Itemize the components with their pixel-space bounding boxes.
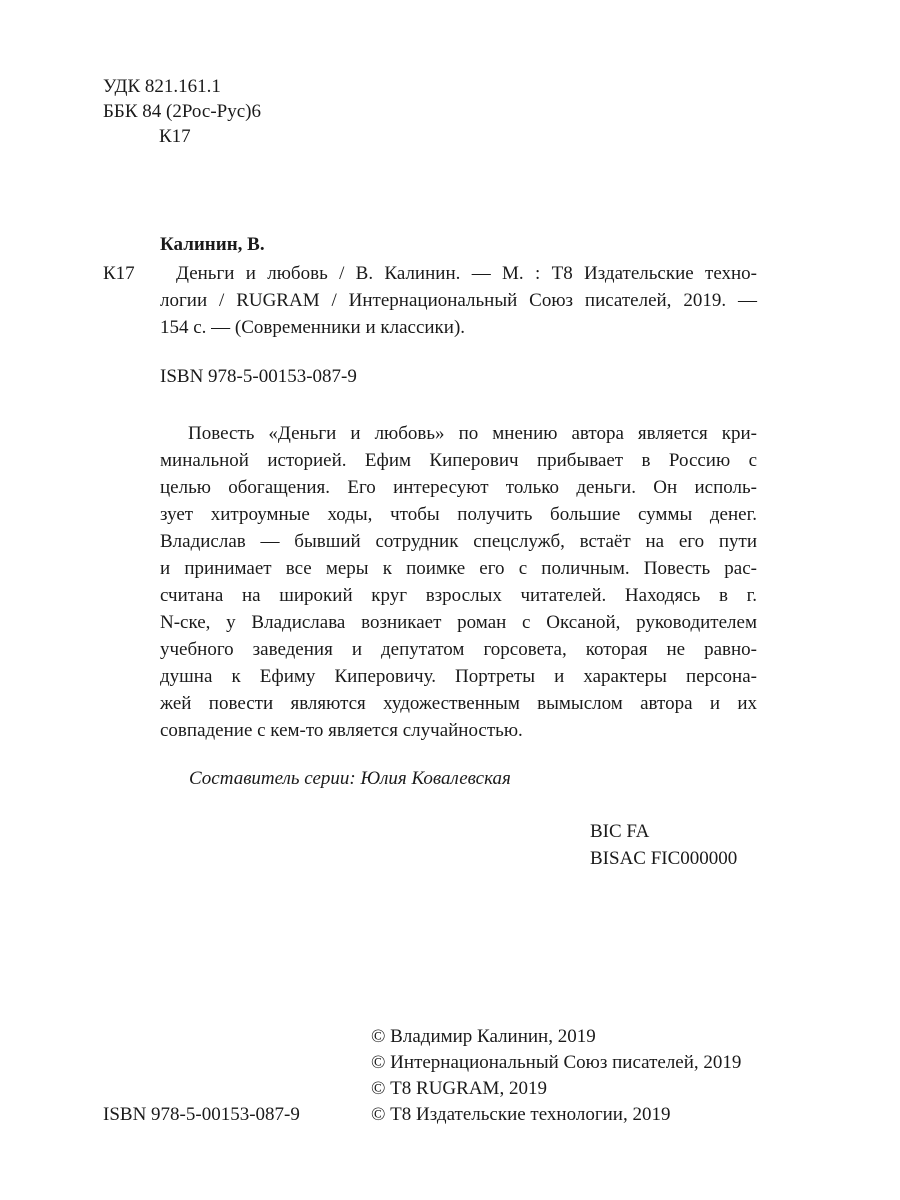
udk-code: УДК 821.161.1 — [103, 76, 221, 97]
author-mark: К17 — [159, 126, 191, 147]
description-line: логии / RUGRAM / Интернациональный Союз писателей, 2019. — — [160, 290, 757, 311]
copyright-block — [371, 1024, 741, 1128]
annotation-line: зует хитроумные ходы, чтобы получить большие суммы денег. — [160, 504, 757, 525]
footer-isbn: ISBN 978-5-00153-087-9 — [103, 1104, 300, 1125]
annotation-line: считана на широкий круг взрослых читателей. Находясь в г. — [160, 585, 757, 606]
bisac-code: BISAC FIC000000 — [590, 848, 738, 869]
annotation-line: целью обогащения. Его интересуют только деньги. Он исполь- — [160, 477, 757, 498]
bic-code: BIC FA — [590, 821, 650, 842]
annotation-line: жей повести являются художественным вымыслом автора и их — [160, 693, 757, 714]
annotation-line: и принимает все меры к поимке его с поличным. Повесть рас- — [160, 558, 757, 579]
isbn-record: ISBN 978-5-00153-087-9 — [160, 366, 357, 387]
copyright-line: © Т8 RUGRAM, 2019 — [371, 1078, 547, 1099]
copyright-line: © Т8 Издательские технологии, 2019 — [371, 1104, 671, 1125]
annotation-line: учебного заведения и депутатом горсовета, которая не равно- — [160, 639, 757, 660]
classification-block — [103, 74, 261, 149]
bbk-code: ББК 84 (2Рос-Рус)6 — [103, 101, 261, 122]
copyright-line: © Интернациональный Союз писателей, 2019 — [371, 1052, 742, 1073]
bibliographic-description — [160, 260, 757, 341]
annotation-line: N-ске, у Владислава возникает роман с Оксаной, руководителем — [160, 612, 757, 633]
series-compiler: Составитель серии: Юлия Ковалевская — [189, 768, 511, 789]
author-heading: Калинин, В. — [160, 234, 265, 255]
annotation — [160, 420, 757, 744]
annotation-line: Повесть «Деньги и любовь» по мнению автора является кри- — [188, 423, 757, 444]
annotation-line: минальной историей. Ефим Киперович прибывает в Россию с — [160, 450, 757, 471]
description-line: Деньги и любовь / В. Калинин. — М. : Т8 Издательские техно- — [176, 263, 757, 284]
annotation-line: совпадение с кем-то является случайностью. — [160, 720, 523, 741]
copyright-line: © Владимир Калинин, 2019 — [371, 1026, 596, 1047]
record-author-mark: К17 — [103, 263, 135, 284]
annotation-line: Владислав — бывший сотрудник спецслужб, встаёт на его пути — [160, 531, 757, 552]
subject-codes — [590, 818, 737, 872]
annotation-line: душна к Ефиму Киперовичу. Портреты и характеры персона- — [160, 666, 757, 687]
description-line: 154 с. — (Современники и классики). — [160, 317, 466, 338]
